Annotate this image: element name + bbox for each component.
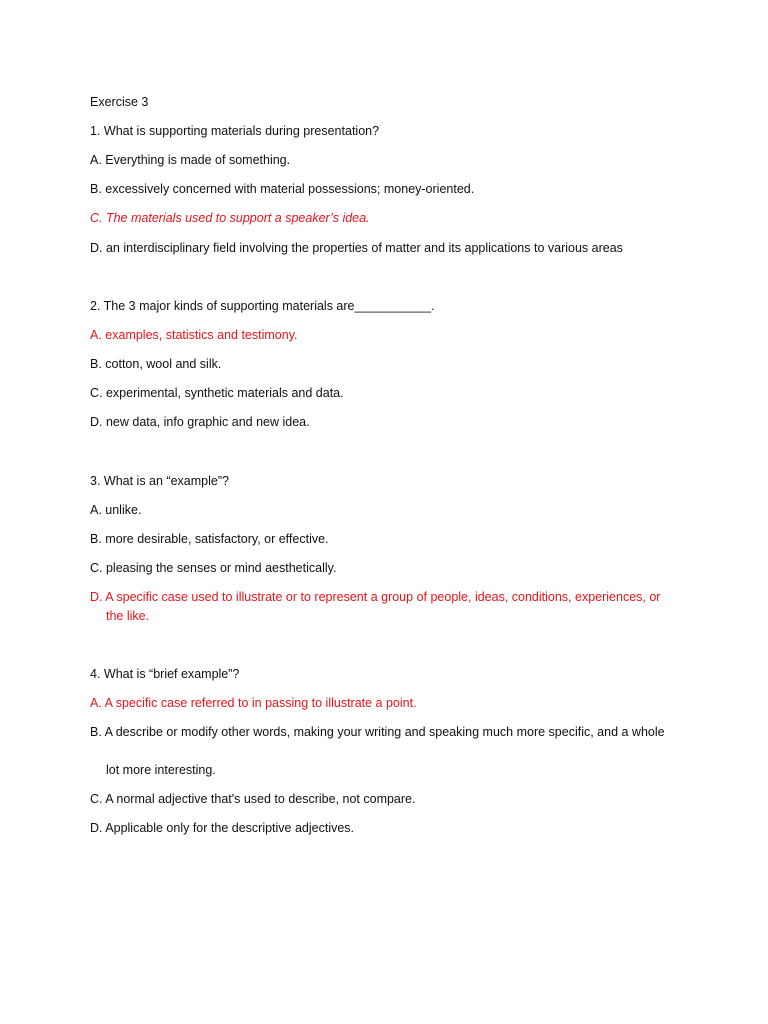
question-3: 3. What is an “example”?	[90, 474, 229, 488]
q2-option-d: D. new data, info graphic and new idea.	[90, 415, 310, 429]
q3-option-b: B. more desirable, satisfactory, or effective.	[90, 532, 329, 546]
q4-option-d: D. Applicable only for the descriptive adjectives.	[90, 821, 355, 835]
q4-option-b-continuation: lot more interesting.	[106, 763, 216, 777]
q3-option-d-correct: D. A specific case used to illustrate or to represent a group of people, ideas, conditions, experiences, or	[90, 590, 661, 604]
q1-option-b: B. excessively concerned with material possessions; money-oriented.	[90, 182, 475, 196]
question-2: 2. The 3 major kinds of supporting materials are___________.	[90, 299, 435, 313]
question-4: 4. What is “brief example”?	[90, 667, 240, 681]
q2-option-c: C. experimental, synthetic materials and data.	[90, 386, 344, 400]
q1-option-a: A. Everything is made of something.	[90, 153, 291, 167]
question-1: 1. What is supporting materials during presentation?	[90, 124, 380, 138]
q4-option-c: C. A normal adjective that's used to describe, not compare.	[90, 792, 416, 806]
q2-option-b: B. cotton, wool and silk.	[90, 357, 222, 371]
q1-option-d: D. an interdisciplinary field involving the properties of matter and its applications to various areas	[90, 241, 623, 255]
q3-option-c: C. pleasing the senses or mind aesthetically.	[90, 561, 337, 575]
q1-option-c-correct: C. The materials used to support a speaker’s idea.	[90, 211, 370, 225]
q4-option-b: B. A describe or modify other words, making your writing and speaking much more specific, and a whole	[90, 725, 665, 739]
q4-option-a-correct: A. A specific case referred to in passing to illustrate a point.	[90, 696, 417, 710]
q3-option-a: A. unlike.	[90, 503, 142, 517]
q2-option-a-correct: A. examples, statistics and testimony.	[90, 328, 298, 342]
q3-option-d-continuation: the like.	[106, 609, 150, 623]
exercise-title: Exercise 3	[90, 95, 149, 109]
